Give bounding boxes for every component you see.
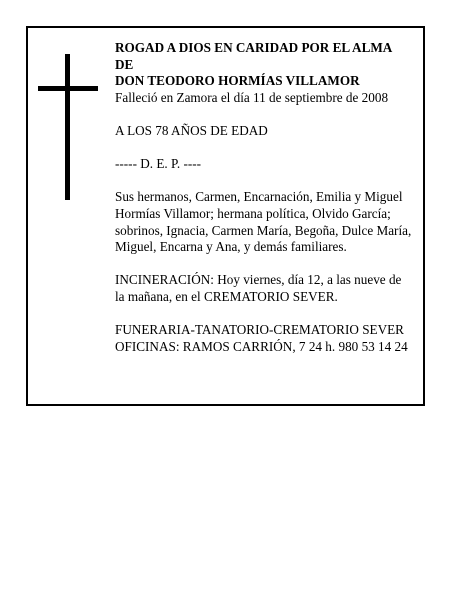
header-line-1: ROGAD A DIOS EN CARIDAD POR EL ALMA <box>115 40 393 55</box>
cremation-line: la mañana, en el CREMATORIO SEVER. <box>115 288 338 304</box>
funeral-home-line: FUNERARIA-TANATORIO-CREMATORIO SEVER <box>115 322 404 338</box>
cross-vertical-bar <box>65 54 70 200</box>
age-line: A LOS 78 AÑOS DE EDAD <box>115 122 268 138</box>
notice-text <box>115 40 421 355</box>
family-line: Miguel, Encarna y Ana, y demás familiares. <box>115 239 347 255</box>
cross-icon <box>38 54 98 200</box>
family-line: Sus hermanos, Carmen, Encarnación, Emilia y Miguel <box>115 189 403 205</box>
family-paragraph <box>115 189 421 255</box>
family-line: sobrinos, Ignacia, Carmen María, Begoña, Dulce María, <box>115 222 412 238</box>
funeral-home-line: OFICINAS: RAMOS CARRIÓN, 7 24 h. 980 53 14 24 <box>115 338 408 354</box>
funeral-home-paragraph <box>115 322 421 355</box>
header-line-2: DE <box>115 56 134 72</box>
deceased-name: DON TEODORO HORMÍAS VILLAMOR <box>115 73 360 89</box>
cross-horizontal-bar <box>38 86 98 91</box>
cremation-paragraph <box>115 272 421 305</box>
family-line: Hormías Villamor; hermana política, Olvido García; <box>115 205 391 221</box>
cremation-line: INCINERACIÓN: Hoy viernes, día 12, a las nueve de <box>115 272 402 288</box>
obituary-notice <box>26 26 425 406</box>
rip-line: ----- D. E. P. ---- <box>115 156 202 172</box>
death-line: Falleció en Zamora el día 11 de septiembre de 2008 <box>115 89 389 105</box>
